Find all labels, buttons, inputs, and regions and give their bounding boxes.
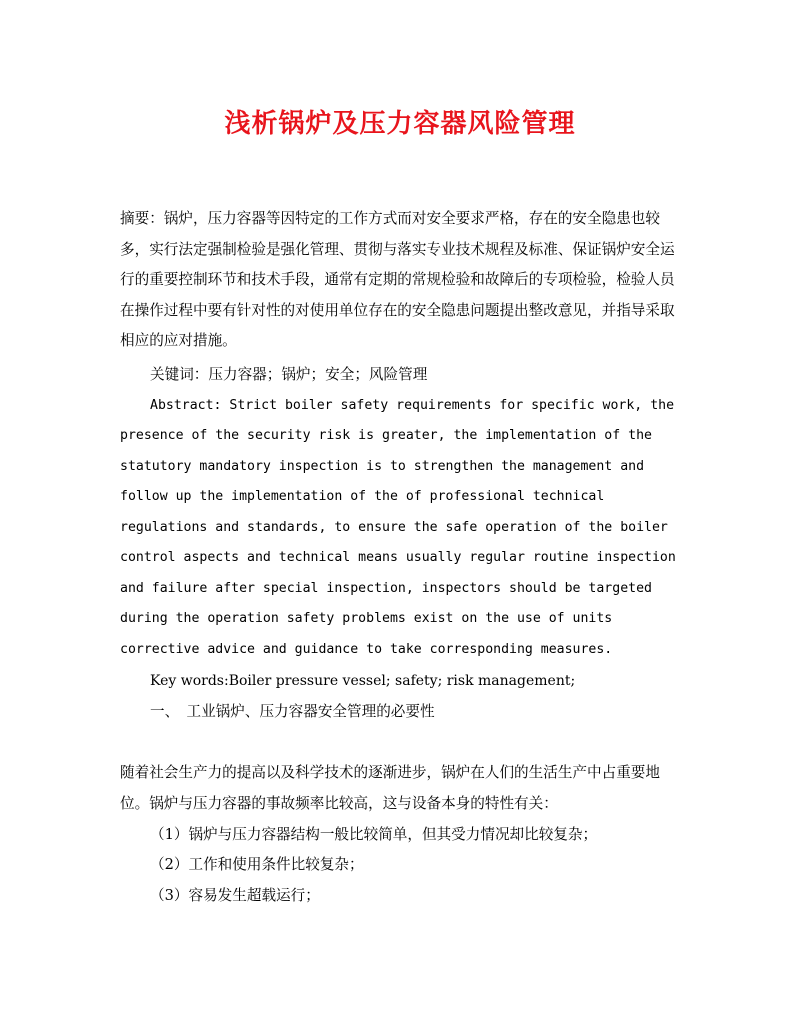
keywords-en: Key words:Boiler pressure vessel; safety; risk management; (150, 673, 576, 689)
abstract-en-line: presence of the security risk is greater, the implementation of the (120, 428, 652, 443)
list-item: （3）容易发生超载运行； (150, 887, 320, 904)
abstract-cn: 摘要：锅炉，压力容器等因特定的工作方式而对安全要求严格，存在的安全隐患也较多，实行法定强制检验是强化管理、贯彻与落实专业技术规程及标准、保证锅炉安全运行的重要控制环节和技术手段，通常有定期的常规检验和故障后的专项检验，检验人员在操作过程中要有针对性的对使用单位存在的安全隐患问题提出整改意见，并指导采取相应的应对措施。 (120, 210, 675, 349)
abstract-en-line: corrective advice and guidance to take corresponding measures. (120, 642, 613, 657)
list-item: （2）工作和使用条件比较复杂； (150, 856, 364, 873)
list-item: （1）锅炉与压力容器结构一般比较简单，但其受力情况却比较复杂； (150, 826, 598, 843)
section1-paragraph: 随着社会生产力的提高以及科学技术的逐渐进步，锅炉在人们的生活生产中占重要地位。锅炉与压力容器的事故频率比较高，这与设备本身的特性有关： (120, 764, 660, 812)
abstract-en-line: Abstract: Strict boiler safety requirements for specific work, the (150, 398, 675, 413)
abstract-en-line: during the operation safety problems exist on the use of units (120, 611, 613, 626)
document-title: 浅析锅炉及压力容器风险管理 (224, 109, 576, 139)
abstract-en-line: follow up the implementation of the of professional technical (120, 489, 605, 504)
keywords-cn: 关键词：压力容器；锅炉；安全；风险管理 (150, 366, 428, 383)
abstract-en-line: and failure after special inspection, inspectors should be targeted (120, 581, 652, 596)
abstract-en-line: control aspects and technical means usually regular routine inspection (120, 550, 676, 565)
abstract-en-line: regulations and standards, to ensure the safe operation of the boiler (120, 520, 668, 535)
section1-heading: 一、 工业锅炉、压力容器安全管理的必要性 (150, 703, 435, 720)
abstract-en-line: statutory mandatory inspection is to strengthen the management and (120, 459, 645, 474)
